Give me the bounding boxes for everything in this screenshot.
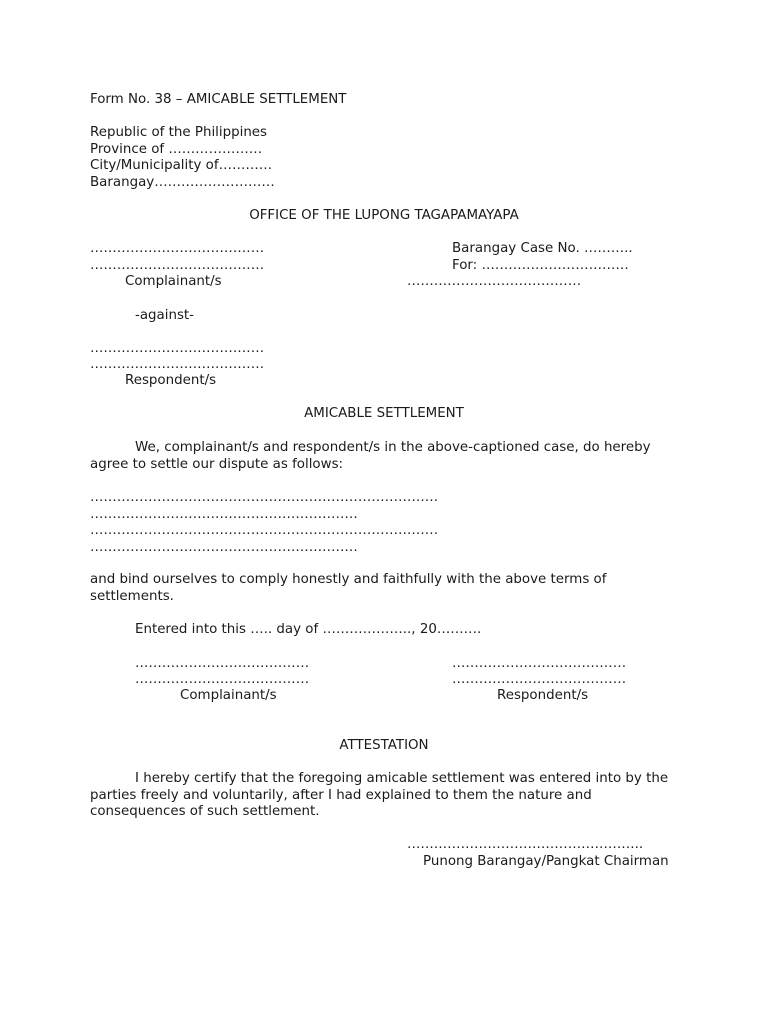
chairman-signature-blank: ……………………………………………..	[407, 837, 644, 852]
terms-line: ……………………………………………………………………	[90, 490, 439, 505]
respondent-signature-label: Respondent/s	[497, 688, 589, 703]
settlement-intro: We, complainant/s and respondent/s in the above-captioned case, do hereby agree to settle our dispute as follows:	[90, 440, 651, 472]
respondent-signature-blank-1: …………………………………	[452, 656, 627, 671]
terms-line: ……………………………………………………	[90, 507, 358, 522]
complainant-label: Complainant/s	[125, 274, 222, 289]
respondent-blank-2: …………………………………	[90, 357, 265, 372]
bind-statement: and bind ourselves to comply honestly and faithfully with the above terms of settlements.	[90, 572, 607, 604]
complainant-signature-blank-2: …………………………………	[135, 672, 310, 687]
terms-line: ……………………………………………………………………	[90, 523, 439, 538]
province-line: Province of …………………	[90, 142, 263, 157]
respondent-blank-1: …………………………………	[90, 341, 265, 356]
against-label: -against-	[135, 308, 195, 323]
office-title: OFFICE OF THE LUPONG TAGAPAMAYAPA	[249, 208, 519, 223]
complainant-blank-2: …………………………………	[90, 258, 265, 273]
respondent-label: Respondent/s	[125, 373, 217, 388]
case-number: Barangay Case No. ………..	[452, 241, 633, 256]
complainant-blank-1: …………………………………	[90, 241, 265, 256]
case-for-blank: …………………………………	[407, 274, 582, 289]
barangay-line: Barangay………………………	[90, 175, 275, 190]
attestation-text: I hereby certify that the foregoing amicable settlement was entered into by the parties freely and voluntarily, after I had explained to them the nature and consequences of such settlement.	[90, 771, 669, 820]
complainant-signature-label: Complainant/s	[180, 688, 277, 703]
complainant-signature-blank-1: …………………………………	[135, 656, 310, 671]
attestation-title: ATTESTATION	[339, 738, 429, 753]
city-line: City/Municipality of…………	[90, 158, 273, 173]
case-for: For: ……………………………	[452, 258, 629, 273]
respondent-signature-blank-2: …………………………………	[452, 672, 627, 687]
entered-date-line: Entered into this ….. day of ……………….., 20……….	[135, 622, 482, 637]
chairman-signature-label: Punong Barangay/Pangkat Chairman	[423, 854, 669, 869]
form-title: Form No. 38 – AMICABLE SETTLEMENT	[90, 92, 347, 107]
republic-line: Republic of the Philippines	[90, 125, 268, 140]
settlement-title: AMICABLE SETTLEMENT	[304, 406, 464, 421]
terms-line: ……………………………………………………	[90, 540, 358, 555]
